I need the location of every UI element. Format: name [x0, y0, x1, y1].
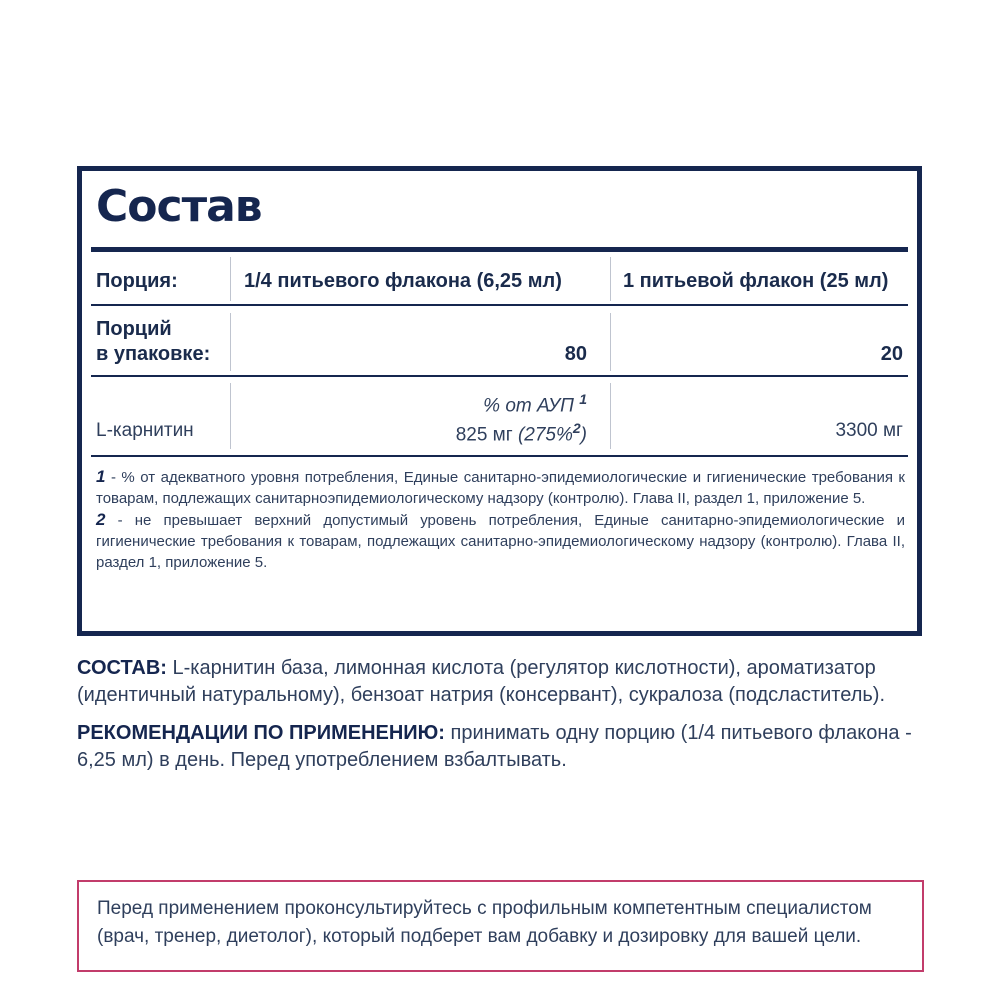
composition-text [77, 655, 927, 709]
aup-header [483, 391, 587, 417]
ingredient-amount1-value: 825 мг [455, 424, 513, 446]
title-divider [91, 247, 908, 252]
panel-title: Состав [96, 181, 262, 232]
col-divider [610, 313, 611, 371]
row-divider [91, 455, 908, 457]
composition-panel [77, 166, 922, 636]
serving-label: Порция: [96, 270, 178, 292]
ingredient-amount1 [456, 420, 587, 446]
col-divider [230, 257, 231, 301]
composition-label: СОСТАВ: [77, 657, 167, 679]
servings-col2: 20 [880, 343, 903, 365]
footnote-text: - не превышает верхний допустимый уровень потребления, Единые санитарно-эпидемиологические и гигиенические требования к товарам, подлежащих санитарно-эпидемиологическому надзору (контролю). Глава II, раздел 1, приложение 5. [96, 512, 905, 571]
serving-col1: 1/4 питьевого флакона (6,25 мл) [244, 270, 562, 292]
aup-mark: 1 [579, 391, 587, 407]
warning-box [77, 880, 924, 972]
ingredient-pct-mark: 2 [572, 420, 581, 436]
footnote-mark: 2 [96, 510, 106, 529]
col-divider [610, 257, 611, 301]
ingredient-pct-close: ) [580, 424, 587, 446]
ingredient-pct: (275% [517, 424, 573, 446]
composition-body: L-карнитин база, лимонная кислота (регулятор кислотности), ароматизатор (идентичный натуральному), бензоат натрия (консервант), сукралоза (подсластитель). [77, 657, 886, 706]
footnote-1 [96, 466, 905, 509]
servings-label-line2: в упаковке: [96, 343, 211, 365]
warning-text: Перед применением проконсультируйтесь с профильным компетентным специалистом (врач, тренер, диетолог), который подберет вам добавку и дозировку для вашей цели. [97, 898, 872, 947]
footnotes [96, 466, 905, 573]
col-divider [230, 313, 231, 371]
recommendations-text [77, 720, 927, 774]
aup-header-text: % от АУП [483, 395, 574, 417]
servings-label-line1: Порций [96, 318, 172, 340]
footnote-text: - % от адекватного уровня потребления, Единые санитарно-эпидемиологические и гигиенические требования к товарам, подлежащих санитарноэпидемиологическому надзору (контролю). Глава II, раздел 1, приложение 5. [96, 469, 905, 507]
recommendations-body: принимать одну порцию (1/4 питьевого флакона - 6,25 мл) в день. Перед употреблением взбалтывать. [77, 722, 912, 771]
footnote-mark: 1 [96, 467, 106, 486]
col-divider [610, 383, 611, 449]
recommendations-label: РЕКОМЕНДАЦИИ ПО ПРИМЕНЕНИЮ: [77, 722, 445, 744]
col-divider [230, 383, 231, 449]
ingredient-amount2: 3300 мг [835, 420, 903, 441]
servings-col1: 80 [564, 343, 587, 365]
ingredient-name: L-карнитин [96, 420, 194, 441]
serving-col2: 1 питьевой флакон (25 мл) [623, 270, 889, 292]
row-divider [91, 304, 908, 306]
row-divider [91, 375, 908, 377]
footnote-2 [96, 509, 905, 573]
